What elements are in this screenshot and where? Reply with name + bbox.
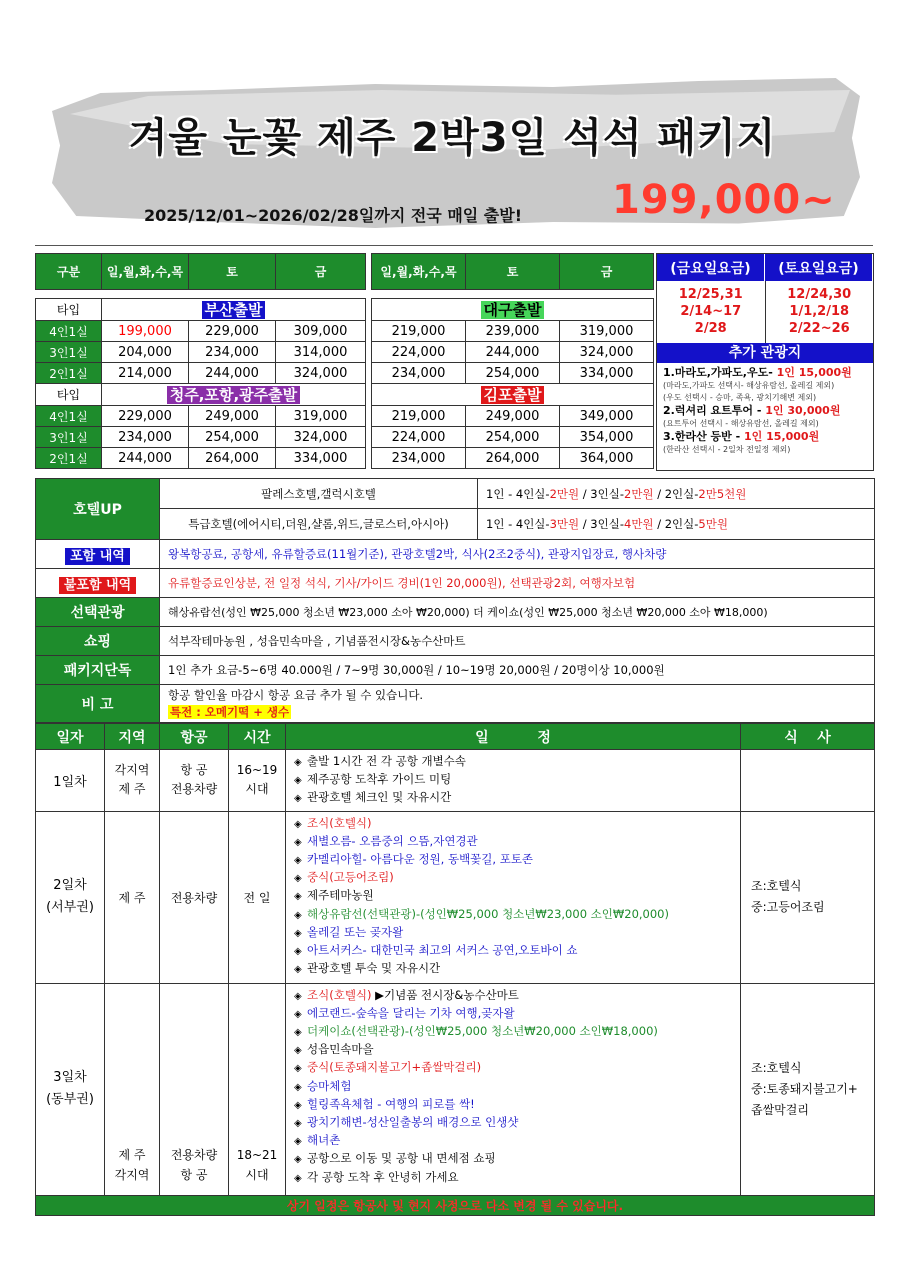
schedule-item [294, 887, 732, 905]
schedule-item [294, 789, 732, 807]
transport-text: 항 공 [180, 1167, 208, 1182]
day-meal [741, 750, 875, 812]
extra-item [663, 430, 867, 444]
shopping-label: 쇼핑 [36, 627, 160, 656]
surcharge-price: 4만원 [624, 517, 654, 531]
time-text: 18~21 [236, 1147, 278, 1162]
diamond-bullet-icon: ◈ [294, 946, 302, 958]
diamond-bullet-icon: ◈ [294, 1154, 302, 1166]
day-label-cell [36, 983, 105, 1195]
price-cell: 319,000 [560, 321, 654, 342]
price-cell: 309,000 [276, 321, 366, 342]
gift-badge: 특전 : 오메기떡 + 생수 [170, 704, 290, 719]
saturday-date: 2/22~26 [788, 321, 850, 336]
schedule-item [294, 1023, 732, 1041]
schedule-item-text: 출발 1시간 전 각 공항 개별수속 [307, 754, 466, 768]
day-label: 2일차 [53, 878, 87, 894]
diamond-bullet-icon: ◈ [294, 1172, 302, 1184]
room-type: 4인1실 [36, 406, 102, 427]
price-cell: 219,000 [372, 406, 466, 427]
surcharge-text: / 2인실- [653, 486, 699, 501]
diamond-bullet-icon: ◈ [294, 891, 302, 903]
diamond-bullet-icon: ◈ [294, 1118, 302, 1130]
remarks-text: 항공 할인율 마감시 항공 요금 추가 될 수 있습니다. [168, 687, 424, 702]
room-type: 4인1실 [36, 321, 102, 342]
schedule-item [294, 942, 732, 960]
day-label: 3일차 [53, 1070, 87, 1086]
schedule-item-text: 새별오름- 오름중의 으뜸,자연경관 [307, 833, 478, 848]
surcharge-text: / 2인실- [653, 517, 699, 531]
diamond-bullet-icon: ◈ [294, 793, 302, 805]
extra-item-note: (마라도,가파도 선택시- 해상유람선, 올레길 제외) [663, 381, 835, 390]
price-cell: 234,000 [372, 363, 466, 384]
friday-date: 2/28 [694, 321, 727, 336]
schedule-item-text: 관광호텔 체크인 및 자유시간 [307, 790, 452, 805]
price-cell: 199,000 [102, 321, 189, 342]
price-cell: 254,000 [189, 427, 276, 448]
price-cell: 324,000 [560, 342, 654, 363]
itin-header-time: 시간 [229, 724, 286, 750]
schedule-item [294, 1005, 732, 1023]
region-cheongju [102, 384, 366, 406]
schedule-item [294, 924, 732, 942]
price-cell: 214,000 [102, 363, 189, 384]
extra-item-price: 1인 15,000원 [776, 366, 852, 379]
day-time: 전 일 [229, 811, 286, 983]
diamond-bullet-icon: ◈ [294, 1081, 302, 1093]
hotel-surcharge [478, 509, 875, 540]
itinerary-footer-notice: 상기 일정은 항공사 및 현지 사정으로 다소 변경 될 수 있습니다. [36, 1195, 875, 1215]
header-weekday-right: 일,월,화,수,목 [372, 254, 466, 290]
special-rate-dates [657, 281, 873, 343]
surcharge-text: / 3인실- [579, 486, 624, 501]
day-label-cell [36, 811, 105, 983]
diamond-bullet-icon: ◈ [294, 757, 302, 768]
price-cell: 224,000 [372, 342, 466, 363]
itin-day-row [36, 750, 875, 812]
remarks-cell [160, 685, 875, 723]
schedule-item [294, 815, 732, 833]
surcharge-text: 1인 - 4인실- [486, 517, 550, 531]
extra-item [663, 366, 867, 380]
diamond-bullet-icon: ◈ [294, 909, 302, 921]
extra-item-note: (요트투어 선택시 - 해상유람선, 올레길 제외) [663, 419, 819, 428]
surcharge-price: 2만5천원 [698, 486, 747, 501]
day-label: 1일차 [36, 750, 105, 812]
schedule-item [294, 1096, 732, 1114]
transport-text: 항 공 [180, 763, 208, 778]
schedule-item-text: 올레길 또는 곶자왈 [307, 924, 404, 939]
hotel-name: 특급호텔(에어시티,더원,샬롬,위드,글로스터,아시아) [160, 509, 478, 540]
day-sub: (동부권) [46, 1092, 94, 1108]
diamond-bullet-icon: ◈ [294, 990, 302, 1002]
friday-date: 12/25,31 [678, 287, 743, 302]
diamond-bullet-icon: ◈ [294, 1136, 302, 1148]
price-cell: 234,000 [372, 448, 466, 469]
price-cell: 354,000 [560, 427, 654, 448]
price-cell: 249,000 [189, 406, 276, 427]
day-transport [160, 983, 229, 1195]
diamond-bullet-icon: ◈ [294, 964, 302, 976]
price-cell: 249,000 [466, 406, 560, 427]
surcharge-price: 2만원 [624, 486, 654, 501]
row-gap [36, 290, 654, 299]
price-cell: 334,000 [560, 363, 654, 384]
friday-date: 2/14~17 [680, 304, 742, 319]
day-schedule [286, 811, 741, 983]
meal-text: 중:고등어조림 [751, 900, 825, 915]
schedule-item-text: 제주테마농원 [307, 888, 374, 903]
schedule-item-text: 성읍민속마을 [307, 1042, 374, 1057]
price-row [36, 363, 654, 384]
price-cell: 334,000 [276, 448, 366, 469]
itin-day-row [36, 983, 875, 1195]
price-cell: 204,000 [102, 342, 189, 363]
header-sat-left: 토 [189, 254, 276, 290]
day-transport [160, 750, 229, 812]
schedule-item-text: 해상유람선(선택관광)-(성인₩25,000 청소년₩23,000 소인₩20,000) [307, 906, 669, 921]
price-cell: 314,000 [276, 342, 366, 363]
region-gimpo [372, 384, 654, 406]
price-cell: 349,000 [560, 406, 654, 427]
region-text: 제 주 [118, 782, 146, 797]
schedule-item-text: 에코랜드-숲속을 달리는 기차 여행,곶자왈 [307, 1005, 515, 1020]
schedule-item-text: 승마체험 [307, 1078, 352, 1093]
price-cell: 234,000 [189, 342, 276, 363]
time-text: 시대 [245, 1167, 269, 1182]
schedule-item-text: 중식(토종돼지불고기+좁쌀막걸리) [307, 1060, 482, 1075]
schedule-item-text: 해녀촌 [307, 1133, 341, 1148]
schedule-item [294, 869, 732, 887]
price-cell: 264,000 [189, 448, 276, 469]
price-cell: 244,000 [466, 342, 560, 363]
hotel-up-label: 호텔UP [36, 479, 160, 540]
diamond-bullet-icon: ◈ [294, 855, 302, 867]
schedule-item-extra: ▶기념품 전시장&농수산마트 [371, 987, 519, 1002]
price-cell: 324,000 [276, 363, 366, 384]
price-table [35, 253, 654, 469]
day-meal [741, 983, 875, 1195]
extra-item [663, 404, 867, 418]
schedule-item [294, 1059, 732, 1077]
price-cell: 244,000 [102, 448, 189, 469]
schedule-item-text: 조식(호텔식) [307, 815, 372, 830]
schedule-item-text: 아트서커스- 대한민국 최고의 서커스 공연,오토바이 쇼 [307, 943, 578, 958]
price-cell: 244,000 [189, 363, 276, 384]
excluded-label-cell [36, 569, 160, 598]
surcharge-text: / 3인실- [579, 517, 624, 531]
schedule-item [294, 771, 732, 789]
shopping-items: 석부작테마농원 , 성읍민속마을 , 기념품전시장&농수산마트 [160, 627, 875, 656]
meal-text: 조:호텔식 [751, 879, 802, 894]
day-sub: (서부권) [46, 900, 94, 916]
region-daegu [372, 299, 654, 321]
schedule-item [294, 1041, 732, 1059]
diamond-bullet-icon: ◈ [294, 1027, 302, 1039]
day-transport: 전용차량 [160, 811, 229, 983]
price-cell: 254,000 [466, 427, 560, 448]
time-text: 시대 [245, 782, 269, 797]
day-region: 제 주 [105, 811, 160, 983]
diamond-bullet-icon: ◈ [294, 836, 302, 848]
region-text: 각지역 [114, 763, 150, 778]
schedule-item [294, 960, 732, 978]
header-weekday-left: 일,월,화,수,목 [102, 254, 189, 290]
extra-item-note: (우도 선택시 - 승마, 족욕, 광치기해변 제외) [663, 393, 817, 402]
price-cell: 254,000 [466, 363, 560, 384]
optional-tour-label: 선택관광 [36, 598, 160, 627]
saturday-rate-title: (토요일요금) [765, 254, 873, 281]
price-cell: 229,000 [189, 321, 276, 342]
schedule-item [294, 1114, 732, 1132]
price-row [36, 406, 654, 427]
itin-header-meal: 식 사 [741, 724, 875, 750]
day-schedule [286, 983, 741, 1195]
itin-day-row [36, 811, 875, 983]
special-rate-header [657, 254, 873, 281]
type-label: 타입 [36, 299, 102, 321]
schedule-item-text: 카멜리아힐- 아름다운 정원, 동백꽃길, 포토존 [307, 852, 534, 867]
price-cell: 219,000 [372, 321, 466, 342]
schedule-item-text: 힐링족욕체험 - 여행의 피로를 싹! [307, 1096, 475, 1111]
transport-text: 전용차량 [170, 1147, 218, 1162]
schedule-item [294, 906, 732, 924]
remarks-label: 비 고 [36, 685, 160, 723]
meal-text: 중:토종돼지불고기+ [751, 1081, 858, 1096]
transport-text: 전용차량 [170, 782, 218, 797]
hotel-surcharge [478, 479, 875, 509]
schedule-item-text: 광치기해변-성산일출봉의 배경으로 인생샷 [307, 1115, 519, 1130]
side-panel [656, 253, 874, 471]
extra-attractions-list [657, 363, 873, 459]
included-items: 왕복항공료, 공항세, 유류할증료(11월기준), 관광호텔2박, 식사(2조2중식), 관광지입장료, 행사차량 [160, 540, 875, 569]
room-type: 2인1실 [36, 363, 102, 384]
saturday-date: 1/1,2/18 [789, 304, 850, 319]
header-divider [35, 245, 873, 246]
meal-text: 조:호텔식 [751, 1060, 802, 1075]
price-cell: 324,000 [276, 427, 366, 448]
schedule-item-text: 관광호텔 투숙 및 자유시간 [307, 961, 441, 976]
room-type: 3인1실 [36, 342, 102, 363]
schedule-item [294, 833, 732, 851]
price-row [36, 342, 654, 363]
schedule-item-text: 더케이쇼(선택관광)-(성인₩25,000 청소년₩20,000 소인₩18,000) [307, 1024, 658, 1039]
schedule-item-text: 각 공항 도착 후 안녕히 가세요 [307, 1169, 459, 1184]
time-text: 16~19 [236, 763, 278, 778]
friday-dates [657, 281, 766, 343]
header-fri-left: 금 [276, 254, 366, 290]
surcharge-text: 1인 - 4인실- [486, 486, 550, 501]
price-cell: 264,000 [466, 448, 560, 469]
day-time [229, 983, 286, 1195]
header-sat-right: 토 [466, 254, 560, 290]
price-cell: 224,000 [372, 427, 466, 448]
schedule-item [294, 753, 732, 771]
type-label: 타입 [36, 384, 102, 406]
travel-period: 2025/12/01~2026/02/28일까지 전국 매일 출발! [144, 206, 523, 225]
header-fri-right: 금 [560, 254, 654, 290]
headline-price: 199,000~ [612, 177, 836, 223]
itin-header-region: 지역 [105, 724, 160, 750]
private-package-label: 패키지단독 [36, 656, 160, 685]
diamond-bullet-icon: ◈ [294, 818, 302, 830]
region-text: 각지역 [114, 1167, 150, 1182]
friday-rate-title: (금요일요금) [657, 254, 765, 281]
diamond-bullet-icon: ◈ [294, 1063, 302, 1075]
extra-item-note: (한라산 선택시 - 2일차 전일정 제외) [663, 445, 791, 454]
room-type: 2인1실 [36, 448, 102, 469]
schedule-item-text: 제주공항 도착후 가이드 미팅 [307, 772, 452, 787]
diamond-bullet-icon: ◈ [294, 873, 302, 885]
schedule-item [294, 851, 732, 869]
day-meal [741, 811, 875, 983]
included-label: 포함 내역 [65, 548, 130, 565]
region-daegu-label: 대구출발 [481, 301, 545, 319]
region-busan-label: 부산출발 [202, 301, 266, 319]
schedule-item [294, 1132, 732, 1150]
saturday-dates [766, 281, 874, 343]
diamond-bullet-icon: ◈ [294, 1045, 302, 1057]
itin-header-day: 일자 [36, 724, 105, 750]
hotel-name: 팔레스호텔,갤럭시호텔 [160, 479, 478, 509]
included-label-cell [36, 540, 160, 569]
saturday-date: 12/24,30 [787, 287, 852, 302]
price-row [36, 321, 654, 342]
surcharge-price: 5만원 [698, 517, 728, 531]
diamond-bullet-icon: ◈ [294, 1099, 302, 1111]
price-cell: 364,000 [560, 448, 654, 469]
page-title: 겨울 눈꽃 제주 2박3일 석석 패키지 [128, 115, 777, 161]
extra-attractions-title: 추가 관광지 [657, 343, 873, 363]
extra-item-name: 3.한라산 등반 - [663, 430, 745, 443]
info-table [35, 478, 875, 723]
region-gimpo-label: 김포출발 [481, 386, 545, 404]
header-category: 구분 [36, 254, 102, 290]
region-cheongju-label: 청주,포항,광주출발 [167, 386, 300, 404]
schedule-item-text: 중식(고등어조림) [307, 870, 394, 885]
itinerary-table [35, 723, 875, 1216]
excluded-label: 불포함 내역 [59, 577, 136, 594]
excluded-items: 유류할증료인상분, 전 일정 석식, 기사/가이드 경비(1인 20,000원), 선택관광2회, 여행자보험 [160, 569, 875, 598]
surcharge-price: 3만원 [549, 517, 580, 531]
day-schedule [286, 750, 741, 812]
surcharge-price: 2만원 [549, 486, 580, 501]
itin-header-schedule: 일 정 [286, 724, 741, 750]
extra-item-name: 2.럭셔리 요트투어 - [663, 404, 766, 417]
diamond-bullet-icon: ◈ [294, 927, 302, 939]
day-region [105, 983, 160, 1195]
price-row [36, 427, 654, 448]
day-time [229, 750, 286, 812]
schedule-item [294, 987, 732, 1005]
room-type: 3인1실 [36, 427, 102, 448]
price-cell: 239,000 [466, 321, 560, 342]
region-text: 제 주 [118, 1147, 146, 1162]
schedule-item-text: 공항으로 이동 및 공항 내 면세점 쇼핑 [307, 1151, 496, 1166]
optional-tour-items: 해상유람선(성인 ₩25,000 청소년 ₩23,000 소아 ₩20,000) 더 케이쇼(성인 ₩25,000 청소년 ₩20,000 소아 ₩18,000) [160, 598, 875, 627]
price-cell: 319,000 [276, 406, 366, 427]
day-region [105, 750, 160, 812]
schedule-item-text: 조식(호텔식) [307, 987, 372, 1002]
price-cell: 229,000 [102, 406, 189, 427]
price-cell: 234,000 [102, 427, 189, 448]
private-package-pricing: 1인 추가 요금-5~6명 40.000원 / 7~9명 30,000원 / 10~19명 20,000원 / 20명이상 10,000원 [160, 656, 875, 685]
diamond-bullet-icon: ◈ [294, 775, 302, 787]
extra-item-price: 1인 15,000원 [744, 430, 820, 443]
extra-item-name: 1.마라도,가파도,우도- [663, 366, 777, 379]
schedule-item [294, 1169, 732, 1187]
schedule-item [294, 1078, 732, 1096]
price-row [36, 448, 654, 469]
extra-item-price: 1인 30,000원 [765, 404, 841, 417]
region-busan [102, 299, 366, 321]
schedule-item [294, 1150, 732, 1168]
itin-header-transport: 항공 [160, 724, 229, 750]
meal-text: 좁쌀막걸리 [751, 1102, 809, 1117]
diamond-bullet-icon: ◈ [294, 1008, 302, 1020]
